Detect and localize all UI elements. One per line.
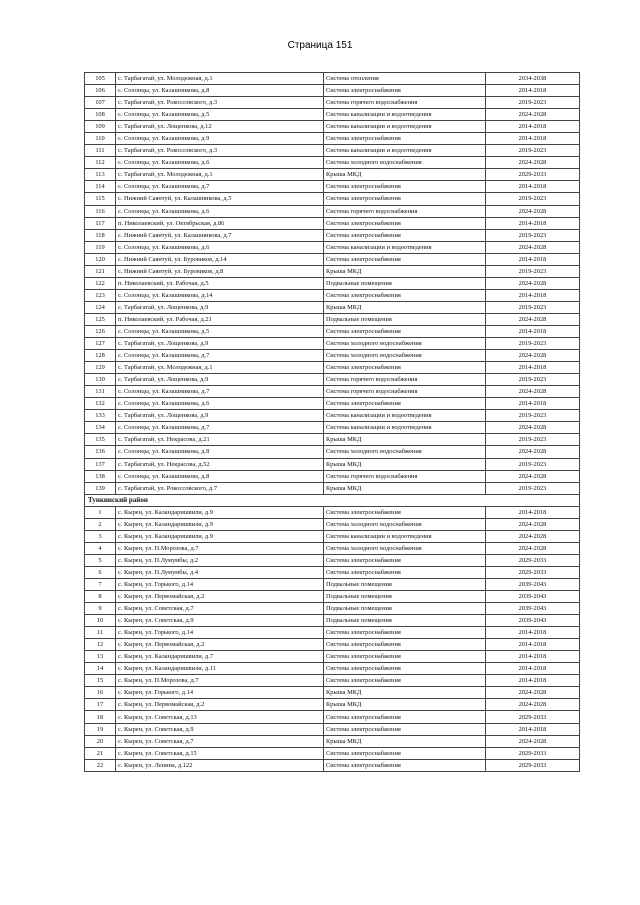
table-row xyxy=(85,591,580,603)
table-row xyxy=(85,699,580,711)
system-cell: Система электроснабжения xyxy=(324,181,486,193)
row-number-cell: 13 xyxy=(85,651,116,663)
table-row xyxy=(85,627,580,639)
period-cell: 2024-2028 xyxy=(486,386,580,398)
system-cell: Подвальные помещения xyxy=(324,313,486,325)
period-cell: 2024-2028 xyxy=(486,205,580,217)
row-number-cell: 111 xyxy=(85,145,116,157)
address-cell: с. Солонцы, ул. Калашникова, д.9 xyxy=(116,133,324,145)
row-number-cell: 135 xyxy=(85,434,116,446)
address-cell: с. Солонцы, ул. Калашникова, д.14 xyxy=(116,289,324,301)
table-row xyxy=(85,735,580,747)
system-cell: Система канализации и водоотведения xyxy=(324,121,486,133)
address-cell: с. Кырен, ул. П.Морозова, д.7 xyxy=(116,542,324,554)
row-number-cell: 5 xyxy=(85,554,116,566)
system-cell: Система горячего водоснабжения xyxy=(324,386,486,398)
table-row xyxy=(85,229,580,241)
system-cell: Система электроснабжения xyxy=(324,663,486,675)
system-cell: Система электроснабжения xyxy=(324,627,486,639)
row-number-cell: 121 xyxy=(85,265,116,277)
address-cell: с. Кырен, ул. Каландаришвили, д.9 xyxy=(116,506,324,518)
period-cell: 2024-2028 xyxy=(486,422,580,434)
system-cell: Система электроснабжения xyxy=(324,711,486,723)
system-cell: Система электроснабжения xyxy=(324,506,486,518)
table-row xyxy=(85,434,580,446)
table-row xyxy=(85,398,580,410)
address-cell: с. Кырен, ул. Советская, д.7 xyxy=(116,603,324,615)
address-cell: с. Солонцы, ул. Калашникова, д.7 xyxy=(116,386,324,398)
address-cell: с. Тарбагатай, ул. Молодежная, д.1 xyxy=(116,362,324,374)
system-cell: Система электроснабжения xyxy=(324,362,486,374)
period-cell: 2019-2023 xyxy=(486,301,580,313)
period-cell: 2014-2018 xyxy=(486,723,580,735)
system-cell: Крыша МКД xyxy=(324,482,486,494)
address-cell: с. Кырен, ул. Первомайская, д.2 xyxy=(116,639,324,651)
address-cell: с. Кырен, ул. Каландаришвили, д.9 xyxy=(116,530,324,542)
row-number-cell: 127 xyxy=(85,338,116,350)
table-row xyxy=(85,542,580,554)
address-cell: с. Тарбагатай, ул. Лощенкова, д.9 xyxy=(116,374,324,386)
period-cell: 2024-2028 xyxy=(486,313,580,325)
row-number-cell: 126 xyxy=(85,325,116,337)
table-row xyxy=(85,506,580,518)
row-number-cell: 3 xyxy=(85,530,116,542)
period-cell: 2024-2028 xyxy=(486,350,580,362)
row-number-cell: 18 xyxy=(85,711,116,723)
table-row xyxy=(85,723,580,735)
table-row xyxy=(85,651,580,663)
table-row xyxy=(85,109,580,121)
period-cell: 2039-2043 xyxy=(486,591,580,603)
period-cell: 2019-2023 xyxy=(486,434,580,446)
row-number-cell: 2 xyxy=(85,518,116,530)
system-cell: Система электроснабжения xyxy=(324,253,486,265)
table-row xyxy=(85,603,580,615)
row-number-cell: 116 xyxy=(85,205,116,217)
section-title: Тункинский район xyxy=(85,494,580,506)
system-cell: Система холодного водоснабжения xyxy=(324,446,486,458)
period-cell: 2029-2033 xyxy=(486,747,580,759)
period-cell: 2019-2023 xyxy=(486,229,580,241)
system-cell: Система электроснабжения xyxy=(324,747,486,759)
table-row xyxy=(85,121,580,133)
system-cell: Система канализации и водоотведения xyxy=(324,410,486,422)
row-number-cell: 117 xyxy=(85,217,116,229)
address-cell: с. Солонцы, ул. Калашникова, д.5 xyxy=(116,325,324,337)
address-cell: с. Солонцы, ул. Калашникова, д.8 xyxy=(116,470,324,482)
row-number-cell: 109 xyxy=(85,121,116,133)
system-cell: Система горячего водоснабжения xyxy=(324,97,486,109)
row-number-cell: 125 xyxy=(85,313,116,325)
address-cell: с. Нижний Саянтуй, ул. Буровиков, д.14 xyxy=(116,253,324,265)
address-cell: с. Кырен, ул. Горького, д.14 xyxy=(116,578,324,590)
period-cell: 2014-2018 xyxy=(486,663,580,675)
system-cell: Система электроснабжения xyxy=(324,133,486,145)
row-number-cell: 130 xyxy=(85,374,116,386)
period-cell: 2014-2018 xyxy=(486,398,580,410)
address-cell: с. Кырен, ул. Советская, д.9 xyxy=(116,723,324,735)
system-cell: Система электроснабжения xyxy=(324,554,486,566)
system-cell: Система электроснабжения xyxy=(324,289,486,301)
period-cell: 2014-2018 xyxy=(486,627,580,639)
row-number-cell: 138 xyxy=(85,470,116,482)
table-row xyxy=(85,253,580,265)
address-cell: с. Кырен, ул. Советская, д.13 xyxy=(116,711,324,723)
table-row xyxy=(85,518,580,530)
address-cell: с. Солонцы, ул. Калашникова, д.8 xyxy=(116,85,324,97)
system-cell: Система электроснабжения xyxy=(324,217,486,229)
address-cell: с. Кырен, ул. Горького, д.14 xyxy=(116,687,324,699)
system-cell: Подвальные помещения xyxy=(324,591,486,603)
system-cell: Крыша МКД xyxy=(324,169,486,181)
system-cell: Система электроснабжения xyxy=(324,398,486,410)
system-cell: Система канализации и водоотведения xyxy=(324,241,486,253)
address-cell: с. Тарбагатай, ул. Рокоссовского, д.3 xyxy=(116,145,324,157)
system-cell: Подвальные помещения xyxy=(324,615,486,627)
row-number-cell: 7 xyxy=(85,578,116,590)
table-row xyxy=(85,362,580,374)
table-row xyxy=(85,446,580,458)
row-number-cell: 119 xyxy=(85,241,116,253)
table-row xyxy=(85,265,580,277)
address-cell: с. Кырен, ул. Советская, д.9 xyxy=(116,615,324,627)
system-cell: Система электроснабжения xyxy=(324,639,486,651)
system-cell: Система холодного водоснабжения xyxy=(324,542,486,554)
row-number-cell: 20 xyxy=(85,735,116,747)
table-row xyxy=(85,277,580,289)
row-number-cell: 123 xyxy=(85,289,116,301)
row-number-cell: 122 xyxy=(85,277,116,289)
address-cell: с. Солонцы, ул. Калашникова, д.7 xyxy=(116,422,324,434)
address-cell: п. Николаевский, ул. Рабочая, д.21 xyxy=(116,313,324,325)
row-number-cell: 114 xyxy=(85,181,116,193)
period-cell: 2024-2028 xyxy=(486,518,580,530)
system-cell: Система канализации и водоотведения xyxy=(324,530,486,542)
row-number-cell: 21 xyxy=(85,747,116,759)
row-number-cell: 139 xyxy=(85,482,116,494)
row-number-cell: 133 xyxy=(85,410,116,422)
period-cell: 2014-2018 xyxy=(486,289,580,301)
table-row xyxy=(85,205,580,217)
period-cell: 2019-2023 xyxy=(486,458,580,470)
row-number-cell: 128 xyxy=(85,350,116,362)
period-cell: 2014-2018 xyxy=(486,217,580,229)
table-row xyxy=(85,759,580,771)
row-number-cell: 9 xyxy=(85,603,116,615)
period-cell: 2019-2023 xyxy=(486,97,580,109)
row-number-cell: 17 xyxy=(85,699,116,711)
row-number-cell: 137 xyxy=(85,458,116,470)
address-cell: с. Тарбагатай, ул. Лощенкова, д.9 xyxy=(116,338,324,350)
period-cell: 2029-2033 xyxy=(486,711,580,723)
period-cell: 2029-2033 xyxy=(486,566,580,578)
table-row xyxy=(85,422,580,434)
table-row xyxy=(85,566,580,578)
row-number-cell: 22 xyxy=(85,759,116,771)
row-number-cell: 107 xyxy=(85,97,116,109)
row-number-cell: 134 xyxy=(85,422,116,434)
period-cell: 2024-2028 xyxy=(486,241,580,253)
table-row xyxy=(85,338,580,350)
row-number-cell: 120 xyxy=(85,253,116,265)
table-row xyxy=(85,133,580,145)
row-number-cell: 1 xyxy=(85,506,116,518)
row-number-cell: 129 xyxy=(85,362,116,374)
address-cell: с. Тарбагатай, ул. Лощенкова, д.12 xyxy=(116,121,324,133)
system-cell: Система горячего водоснабжения xyxy=(324,374,486,386)
system-cell: Крыша МКД xyxy=(324,699,486,711)
address-cell: с. Солонцы, ул. Калашникова, д.6 xyxy=(116,241,324,253)
period-cell: 2019-2023 xyxy=(486,265,580,277)
row-number-cell: 6 xyxy=(85,566,116,578)
address-cell: с. Солонцы, ул. Калашникова, д.6 xyxy=(116,205,324,217)
address-cell: с. Нижний Саянтуй, ул. Буровиков, д.8 xyxy=(116,265,324,277)
period-cell: 2014-2018 xyxy=(486,362,580,374)
table-row xyxy=(85,313,580,325)
period-cell: 2014-2018 xyxy=(486,639,580,651)
table-row xyxy=(85,193,580,205)
address-cell: с. Кырен, ул. Первомайская, д.2 xyxy=(116,699,324,711)
system-cell: Система канализации и водоотведения xyxy=(324,145,486,157)
row-number-cell: 19 xyxy=(85,723,116,735)
address-cell: с. Кырен, ул. П.Морозова, д.7 xyxy=(116,675,324,687)
address-cell: с. Солонцы, ул. Калашникова, д.7 xyxy=(116,181,324,193)
section-header-row xyxy=(85,494,580,506)
period-cell: 2014-2018 xyxy=(486,651,580,663)
address-cell: с. Кырен, ул. Советская, д.7 xyxy=(116,735,324,747)
row-number-cell: 136 xyxy=(85,446,116,458)
period-cell: 2039-2043 xyxy=(486,615,580,627)
address-cell: с. Кырен, ул. П.Лумумбы, д.2 xyxy=(116,554,324,566)
table-row xyxy=(85,169,580,181)
system-cell: Система холодного водоснабжения xyxy=(324,157,486,169)
table-row xyxy=(85,711,580,723)
row-number-cell: 124 xyxy=(85,301,116,313)
address-cell: с. Кырен, ул. Первомайская, д.2 xyxy=(116,591,324,603)
table-row xyxy=(85,350,580,362)
table-row xyxy=(85,470,580,482)
system-cell: Система электроснабжения xyxy=(324,723,486,735)
system-cell: Система электроснабжения xyxy=(324,325,486,337)
system-cell: Крыша МКД xyxy=(324,687,486,699)
address-cell: с. Кырен, ул. Каландаришвили, д.9 xyxy=(116,518,324,530)
table-row xyxy=(85,85,580,97)
address-cell: с. Тарбагатай, ул. Молодежная, д.1 xyxy=(116,169,324,181)
system-cell: Система электроснабжения xyxy=(324,85,486,97)
row-number-cell: 8 xyxy=(85,591,116,603)
row-number-cell: 4 xyxy=(85,542,116,554)
row-number-cell: 11 xyxy=(85,627,116,639)
address-cell: с. Солонцы, ул. Калашникова, д.5 xyxy=(116,109,324,121)
address-cell: с. Кырен, ул. Каландаришвили, д.11 xyxy=(116,663,324,675)
table-row xyxy=(85,747,580,759)
system-cell: Система электроснабжения xyxy=(324,193,486,205)
address-cell: с. Кырен, ул. Каландаришвили, д.7 xyxy=(116,651,324,663)
table-row xyxy=(85,663,580,675)
table-row xyxy=(85,458,580,470)
address-cell: с. Солонцы, ул. Калашникова, д.6 xyxy=(116,157,324,169)
period-cell: 2014-2018 xyxy=(486,181,580,193)
system-cell: Крыша МКД xyxy=(324,458,486,470)
row-number-cell: 106 xyxy=(85,85,116,97)
period-cell: 2014-2018 xyxy=(486,506,580,518)
row-number-cell: 112 xyxy=(85,157,116,169)
period-cell: 2024-2028 xyxy=(486,542,580,554)
period-cell: 2024-2028 xyxy=(486,277,580,289)
table-row xyxy=(85,145,580,157)
system-cell: Система горячего водоснабжения xyxy=(324,205,486,217)
row-number-cell: 110 xyxy=(85,133,116,145)
period-cell: 2014-2018 xyxy=(486,133,580,145)
row-number-cell: 16 xyxy=(85,687,116,699)
address-cell: с. Тарбагатай, ул. Некрасова, д.52 xyxy=(116,458,324,470)
period-cell: 2039-2043 xyxy=(486,603,580,615)
period-cell: 2024-2028 xyxy=(486,446,580,458)
period-cell: 2019-2023 xyxy=(486,410,580,422)
period-cell: 2014-2018 xyxy=(486,325,580,337)
table-row xyxy=(85,301,580,313)
table-row xyxy=(85,410,580,422)
row-number-cell: 118 xyxy=(85,229,116,241)
table-row xyxy=(85,615,580,627)
table-row xyxy=(85,687,580,699)
address-cell: с. Солонцы, ул. Калашникова, д.8 xyxy=(116,446,324,458)
system-cell: Система холодного водоснабжения xyxy=(324,518,486,530)
address-cell: с. Тарбагатай, ул. Рокоссовского, д.7 xyxy=(116,482,324,494)
table-row xyxy=(85,181,580,193)
period-cell: 2039-2043 xyxy=(486,578,580,590)
row-number-cell: 115 xyxy=(85,193,116,205)
system-cell: Крыша МКД xyxy=(324,434,486,446)
system-cell: Крыша МКД xyxy=(324,735,486,747)
period-cell: 2014-2018 xyxy=(486,121,580,133)
row-number-cell: 108 xyxy=(85,109,116,121)
period-cell: 2024-2028 xyxy=(486,109,580,121)
row-number-cell: 132 xyxy=(85,398,116,410)
period-cell: 2024-2028 xyxy=(486,157,580,169)
table-row xyxy=(85,157,580,169)
period-cell: 2014-2018 xyxy=(486,675,580,687)
period-cell: 2024-2028 xyxy=(486,530,580,542)
table-row xyxy=(85,482,580,494)
row-number-cell: 14 xyxy=(85,663,116,675)
system-cell: Система отопления xyxy=(324,73,486,85)
table-row xyxy=(85,386,580,398)
system-cell: Система электроснабжения xyxy=(324,759,486,771)
address-cell: с. Кырен, ул. П.Лумумбы, д.4 xyxy=(116,566,324,578)
table-row xyxy=(85,241,580,253)
address-cell: с. Солонцы, ул. Калашникова, д.7 xyxy=(116,350,324,362)
row-number-cell: 105 xyxy=(85,73,116,85)
system-cell: Подвальные помещения xyxy=(324,578,486,590)
row-number-cell: 113 xyxy=(85,169,116,181)
table-row xyxy=(85,374,580,386)
address-cell: с. Тарбагатай, ул. Рокоссовского, д.3 xyxy=(116,97,324,109)
address-cell: с. Кырен, ул. Горького, д.14 xyxy=(116,627,324,639)
period-cell: 2029-2033 xyxy=(486,169,580,181)
table-row xyxy=(85,530,580,542)
address-cell: с. Кырен, ул. Ленина, д.122 xyxy=(116,759,324,771)
period-cell: 2024-2028 xyxy=(486,687,580,699)
system-cell: Система канализации и водоотведения xyxy=(324,422,486,434)
period-cell: 2034-2038 xyxy=(486,73,580,85)
period-cell: 2019-2023 xyxy=(486,338,580,350)
system-cell: Крыша МКД xyxy=(324,265,486,277)
table-row xyxy=(85,675,580,687)
system-cell: Подвальные помещения xyxy=(324,603,486,615)
table-row xyxy=(85,217,580,229)
table-row xyxy=(85,554,580,566)
period-cell: 2019-2023 xyxy=(486,482,580,494)
period-cell: 2024-2028 xyxy=(486,699,580,711)
system-cell: Система горячего водоснабжения xyxy=(324,470,486,482)
period-cell: 2014-2018 xyxy=(486,85,580,97)
system-cell: Система канализации и водоотведения xyxy=(324,109,486,121)
row-number-cell: 15 xyxy=(85,675,116,687)
table-row xyxy=(85,97,580,109)
system-cell: Крыша МКД xyxy=(324,301,486,313)
table-row xyxy=(85,639,580,651)
address-cell: с. Тарбагатай, ул. Лощенкова, д.9 xyxy=(116,301,324,313)
system-cell: Система электроснабжения xyxy=(324,651,486,663)
table-row xyxy=(85,325,580,337)
period-cell: 2024-2028 xyxy=(486,735,580,747)
address-cell: с. Нижний Саянтуй, ул. Калашникова, д.5 xyxy=(116,193,324,205)
page-number-header: Страница 151 xyxy=(287,40,353,51)
address-cell: с. Солонцы, ул. Калашникова, д.6 xyxy=(116,398,324,410)
repair-schedule-table xyxy=(84,72,580,772)
row-number-cell: 131 xyxy=(85,386,116,398)
period-cell: 2014-2018 xyxy=(486,253,580,265)
system-cell: Система электроснабжения xyxy=(324,566,486,578)
period-cell: 2019-2023 xyxy=(486,145,580,157)
period-cell: 2029-2033 xyxy=(486,554,580,566)
row-number-cell: 12 xyxy=(85,639,116,651)
address-cell: с. Тарбагатай, ул. Молодежная, д.1 xyxy=(116,73,324,85)
address-cell: с. Кырен, ул. Советская, д.15 xyxy=(116,747,324,759)
address-cell: с. Нижний Саянтуй, ул. Калашникова, д.7 xyxy=(116,229,324,241)
system-cell: Система электроснабжения xyxy=(324,675,486,687)
table-row xyxy=(85,289,580,301)
system-cell: Система холодного водоснабжения xyxy=(324,350,486,362)
system-cell: Подвальные помещения xyxy=(324,277,486,289)
address-cell: п. Николаевский, ул. Рабочая, д.5 xyxy=(116,277,324,289)
address-cell: с. Тарбагатай, ул. Некрасова, д.21 xyxy=(116,434,324,446)
period-cell: 2019-2023 xyxy=(486,374,580,386)
table-row xyxy=(85,73,580,85)
row-number-cell: 10 xyxy=(85,615,116,627)
address-cell: с. Тарбагатай, ул. Лощенкова, д.9 xyxy=(116,410,324,422)
address-cell: п. Николаевский, ул. Октябрьская, д.86 xyxy=(116,217,324,229)
period-cell: 2019-2023 xyxy=(486,193,580,205)
period-cell: 2024-2028 xyxy=(486,470,580,482)
table-row xyxy=(85,578,580,590)
period-cell: 2029-2033 xyxy=(486,759,580,771)
system-cell: Система электроснабжения xyxy=(324,229,486,241)
system-cell: Система холодного водоснабжения xyxy=(324,338,486,350)
